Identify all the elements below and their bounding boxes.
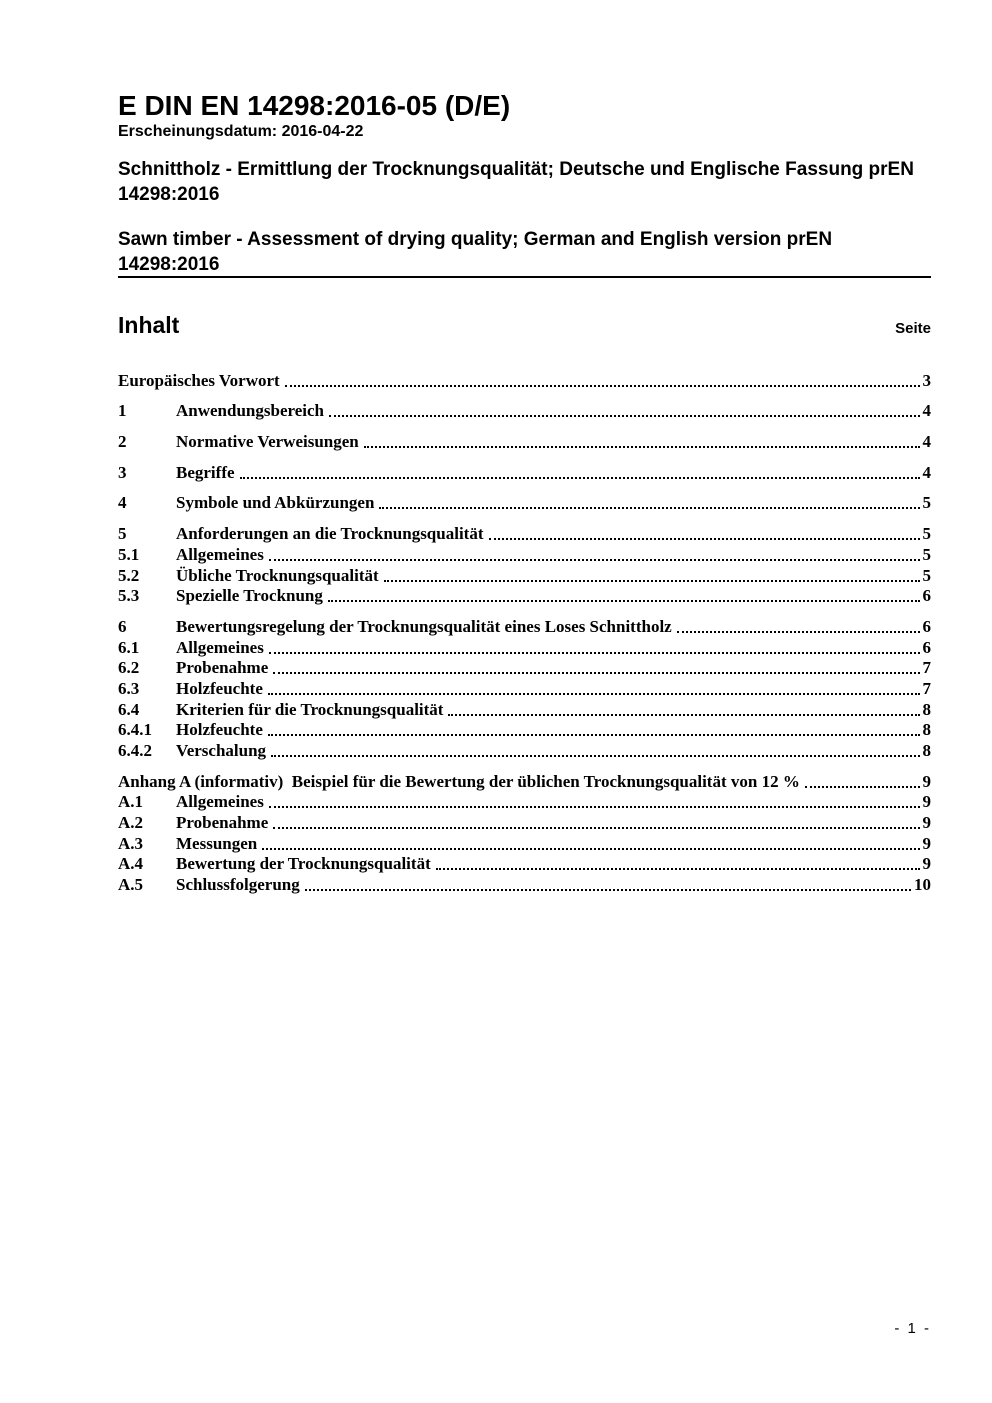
toc-entry-page: 5 (922, 544, 931, 564)
toc-entry-page: 10 (914, 875, 931, 895)
toc-entry (118, 853, 931, 874)
toc-entry-number: 5.1 (118, 544, 140, 564)
toc-list (118, 369, 931, 894)
toc-entry (118, 832, 931, 853)
toc-entry-label: Verschalung (176, 741, 267, 760)
toc-entry-page: 9 (922, 833, 931, 853)
toc-entry-page: 6 (922, 616, 931, 636)
document-subtitle-english: Sawn timber - Assessment of drying quality; German and English version prEN 14298:2016 (118, 229, 833, 275)
toc-entry-page: 9 (922, 854, 931, 874)
toc-dot-leader (273, 672, 919, 674)
toc-entry-page: 4 (922, 462, 931, 482)
toc-dot-leader (271, 755, 919, 757)
toc-entry-number: A.4 (118, 854, 144, 874)
toc-entry-number: 6 (118, 616, 127, 636)
toc-entry-label: Europäisches Vorwort (118, 370, 280, 390)
toc-entry (118, 873, 931, 894)
toc-heading: Inhalt (118, 312, 180, 338)
toc-entry (118, 636, 931, 657)
toc-entry-label: Allgemeines (176, 792, 264, 812)
toc-dot-leader (384, 580, 920, 582)
toc-page-column-label: Seite (895, 320, 931, 337)
toc-dot-leader (268, 693, 920, 695)
toc-entry (118, 522, 931, 543)
toc-dot-leader (285, 385, 920, 387)
toc-entry (118, 719, 931, 740)
toc-dot-leader (364, 446, 920, 448)
toc-entry-label: Spezielle Trocknung (176, 586, 323, 606)
toc-entry-page: 4 (922, 401, 931, 421)
toc-entry-page: 7 (922, 678, 931, 698)
toc-entry-label: Bewertung der Trocknungsqualität (176, 854, 431, 874)
toc-entry-number: 4 (118, 493, 127, 513)
toc-entry-number: 6.1 (118, 637, 140, 657)
toc-dot-leader (305, 889, 911, 891)
toc-entry-page: 7 (922, 658, 931, 678)
toc-dot-leader (269, 652, 920, 654)
toc-entry-number: 6.4.2 (118, 741, 152, 760)
toc-entry-page: 9 (922, 792, 931, 812)
toc-entry-number: 6.2 (118, 658, 140, 678)
toc-entry-number: A.3 (118, 833, 144, 853)
toc-dot-leader (448, 714, 919, 716)
toc-dot-leader (379, 507, 919, 509)
toc-entry (118, 369, 931, 390)
toc-entry-number: A.1 (118, 792, 144, 812)
toc-entry-number: 6.4.1 (118, 720, 152, 740)
toc-entry-label: Probenahme (176, 658, 269, 678)
header-divider (118, 276, 931, 278)
toc-entry-label: Symbole und Abkürzungen (176, 493, 375, 513)
toc-entry-number: 2 (118, 432, 127, 452)
toc-header (118, 311, 931, 339)
toc-dot-leader (268, 734, 920, 736)
toc-dot-leader (677, 631, 920, 633)
toc-entry (118, 677, 931, 698)
footer-page-number: - 1 - (894, 1320, 931, 1337)
toc-entry-number: 5.2 (118, 565, 140, 585)
toc-dot-leader (240, 477, 920, 479)
toc-entry-number: A.5 (118, 875, 144, 895)
toc-entry (118, 739, 931, 760)
toc-entry-label: Bewertungsregelung der Trocknungsqualität eines Loses Schnittholz (176, 616, 672, 636)
toc-entry (118, 770, 931, 791)
toc-entry-page: 4 (922, 432, 931, 452)
toc-entry-page: 8 (922, 741, 931, 760)
toc-entry (118, 585, 931, 606)
release-date: Erscheinungsdatum: 2016-04-22 (118, 123, 364, 140)
toc-entry (118, 698, 931, 719)
toc-entry-label: Holzfeuchte (176, 720, 263, 740)
toc-dot-leader (262, 848, 919, 850)
toc-dot-leader (273, 827, 919, 829)
toc-entry-label: Übliche Trocknungsqualität (176, 565, 379, 585)
toc-entry-label: Messungen (176, 833, 258, 853)
toc-entry (118, 492, 931, 513)
toc-entry-page: 6 (922, 586, 931, 606)
document-subtitle-german: Schnittholz - Ermittlung der Trocknungsqualität; Deutsche und Englische Fassung prEN 14298:2016 (118, 159, 914, 205)
toc-entry-number: 6.3 (118, 678, 140, 698)
toc-entry (118, 461, 931, 482)
toc-entry-number: 1 (118, 401, 127, 421)
toc-entry-page: 5 (922, 524, 931, 544)
toc-entry-number: 5.3 (118, 586, 140, 606)
toc-entry-page: 9 (922, 771, 931, 791)
toc-entry (118, 430, 931, 451)
toc-entry (118, 657, 931, 678)
toc-entry-label: Anhang A (informativ) Beispiel für die Bewertung der üblichen Trocknungsqualität von 12 % (118, 771, 800, 791)
toc-entry-label: Probenahme (176, 813, 269, 833)
toc-entry-label: Normative Verweisungen (176, 432, 359, 452)
toc-dot-leader (269, 559, 920, 561)
toc-entry-label: Holzfeuchte (176, 678, 263, 698)
toc-entry-number: 5 (118, 524, 127, 544)
toc-entry-page: 5 (922, 565, 931, 585)
toc-entry (118, 400, 931, 421)
toc-entry-page: 8 (922, 699, 931, 719)
toc-entry-page: 9 (922, 813, 931, 833)
toc-entry (118, 791, 931, 812)
toc-entry (118, 811, 931, 832)
toc-entry-page: 8 (922, 720, 931, 740)
toc-entry-label: Begriffe (176, 462, 235, 482)
toc-entry-label: Anwendungsbereich (176, 401, 324, 421)
toc-dot-leader (489, 538, 920, 540)
toc-dot-leader (805, 786, 920, 788)
toc-dot-leader (328, 600, 920, 602)
toc-entry-page: 6 (922, 637, 931, 657)
toc-dot-leader (269, 806, 920, 808)
toc-dot-leader (436, 868, 920, 870)
toc-entry-number: 6.4 (118, 699, 140, 719)
toc-entry-label: Anforderungen an die Trocknungsqualität (176, 524, 484, 544)
toc-entry (118, 564, 931, 585)
toc-entry-label: Kriterien für die Trocknungsqualität (176, 699, 444, 719)
toc-entry-label: Allgemeines (176, 637, 264, 657)
toc-entry-page: 3 (922, 370, 931, 390)
toc-entry (118, 543, 931, 564)
document-title: E DIN EN 14298:2016-05 (D/E) (118, 90, 511, 121)
toc-entry-page: 5 (922, 493, 931, 513)
toc-entry-number: A.2 (118, 813, 144, 833)
toc-entry-label: Schlussfolgerung (176, 875, 300, 895)
toc-entry-number: 3 (118, 462, 127, 482)
toc-entry (118, 615, 931, 636)
toc-entry-label: Allgemeines (176, 544, 264, 564)
toc-dot-leader (329, 415, 920, 417)
